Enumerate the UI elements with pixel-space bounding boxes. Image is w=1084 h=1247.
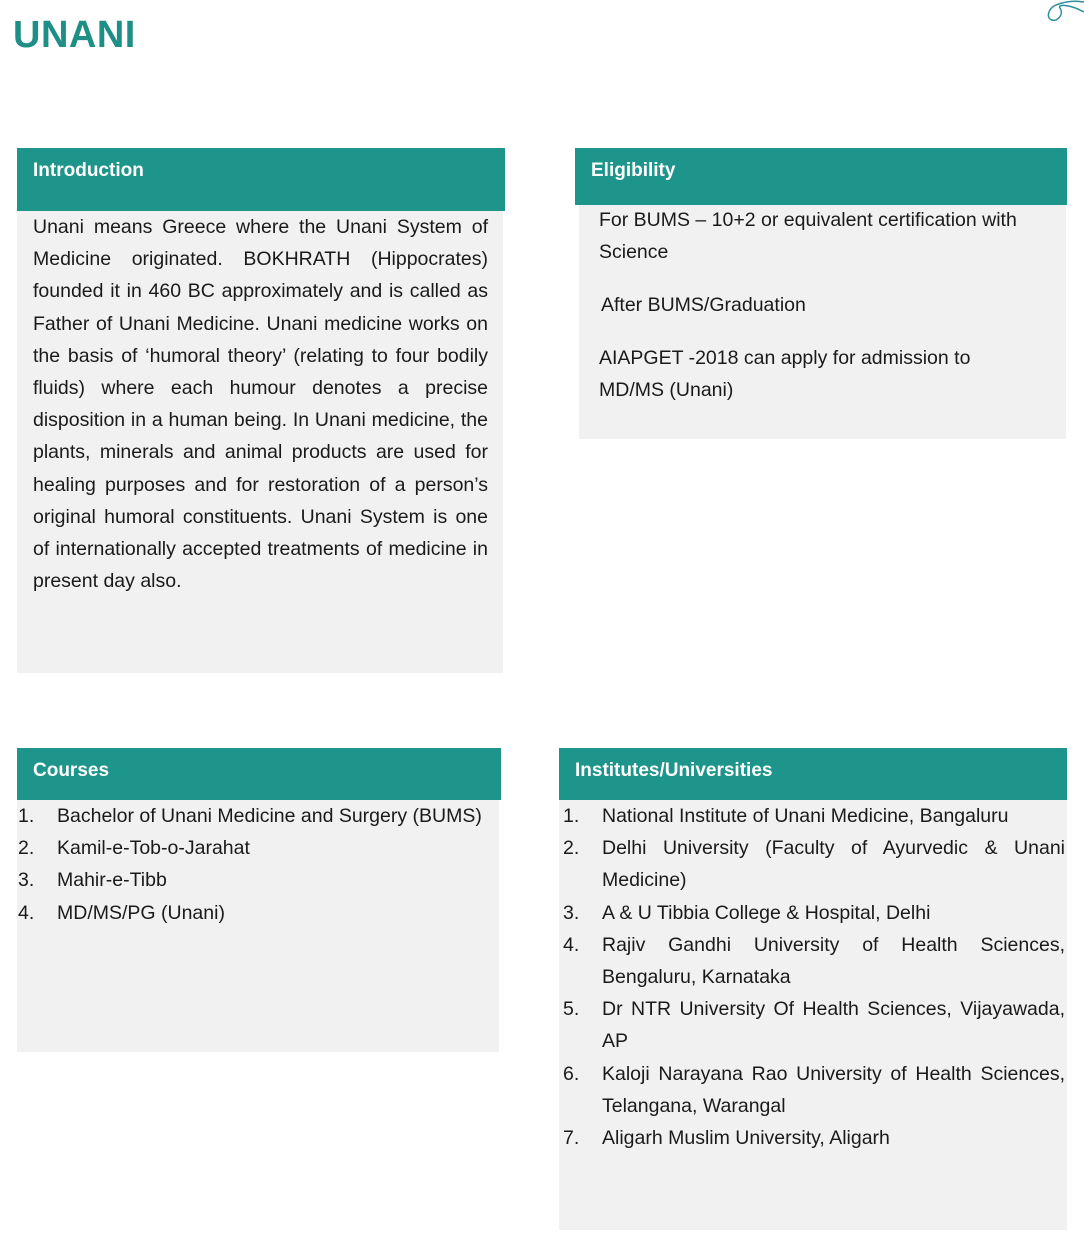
list-item-text: Kaloji Narayana Rao University of Health Sciences, Telangana, Warangal: [602, 1062, 1065, 1117]
list-item: [18, 864, 498, 896]
list-item-number: 4.: [563, 933, 580, 956]
list-item-number: 4.: [18, 901, 35, 924]
list-item: [563, 929, 1065, 993]
list-item-text: Dr NTR University Of Health Sciences, Vijayawada, AP: [602, 998, 1065, 1053]
list-item-text: Rajiv Gandhi University of Health Sciences, Bengaluru, Karnataka: [602, 933, 1065, 989]
list-item: [563, 897, 1065, 929]
list-item-number: 2.: [18, 837, 35, 860]
eligibility-heading: Eligibility: [575, 148, 1067, 205]
eligibility-item-bums: For BUMS – 10+2 or equivalent certification with Science: [599, 209, 1017, 263]
list-item-text: Bachelor of Unani Medicine and Surgery (BUMS): [57, 805, 482, 827]
eligibility-item-after-bums: After BUMS/Graduation: [601, 294, 806, 316]
list-item: [563, 832, 1065, 896]
introduction-text: Unani means Greece where the Unani System of Medicine originated. BOKHRATH (Hippocrates) founded it in 460 BC approximately and is called as Father of Unani Medicine. Unani medicine works on the basis of ‘humoral theory’ (relating to four bodily fluids) where each humour denotes a precise disposition in a human being. In Unani medicine, the plants, minerals and animal products are used for healing purposes and for restoration of a person’s original humoral constituents. Unani System is one of internationally accepted treatments of medicine in present day also.: [33, 216, 488, 593]
list-item-number: 7.: [563, 1127, 580, 1150]
eligibility-item-aiapget: AIAPGET -2018 can apply for admission to MD/MS (Unani): [599, 347, 971, 401]
list-item-text: National Institute of Unani Medicine, Bangaluru: [602, 805, 1009, 827]
courses-heading: Courses: [17, 748, 501, 800]
list-item-number: 5.: [563, 998, 580, 1021]
list-item-number: 2.: [563, 837, 580, 860]
list-item: [563, 1122, 1065, 1154]
list-item-number: 6.: [563, 1062, 580, 1085]
list-item: [563, 1058, 1065, 1122]
list-item-text: Kamil-e-Tob-o-Jarahat: [57, 837, 250, 860]
list-item-text: Mahir-e-Tibb: [57, 869, 167, 892]
list-item-text: Delhi University (Faculty of Ayurvedic & Unani Medicine): [602, 837, 1065, 892]
institutes-list: [563, 800, 1065, 1154]
list-item-text: MD/MS/PG (Unani): [57, 901, 225, 924]
list-item: [563, 993, 1065, 1057]
list-item-number: 3.: [18, 869, 35, 892]
institutes-heading: Institutes/Universities: [559, 748, 1067, 800]
list-item-number: 1.: [18, 805, 35, 827]
courses-list: [18, 800, 498, 929]
list-item: [18, 832, 498, 864]
introduction-heading: Introduction: [17, 148, 505, 211]
list-item-number: 1.: [563, 805, 580, 827]
list-item: [18, 897, 498, 929]
list-item-text: Aligarh Muslim University, Aligarh: [602, 1127, 890, 1150]
list-item: [563, 800, 1065, 832]
decorative-swirl-icon: [1024, 0, 1084, 30]
list-item: [18, 800, 498, 832]
page-title: UNANI: [13, 14, 136, 56]
list-item-text: A & U Tibbia College & Hospital, Delhi: [602, 901, 931, 924]
list-item-number: 3.: [563, 901, 580, 924]
